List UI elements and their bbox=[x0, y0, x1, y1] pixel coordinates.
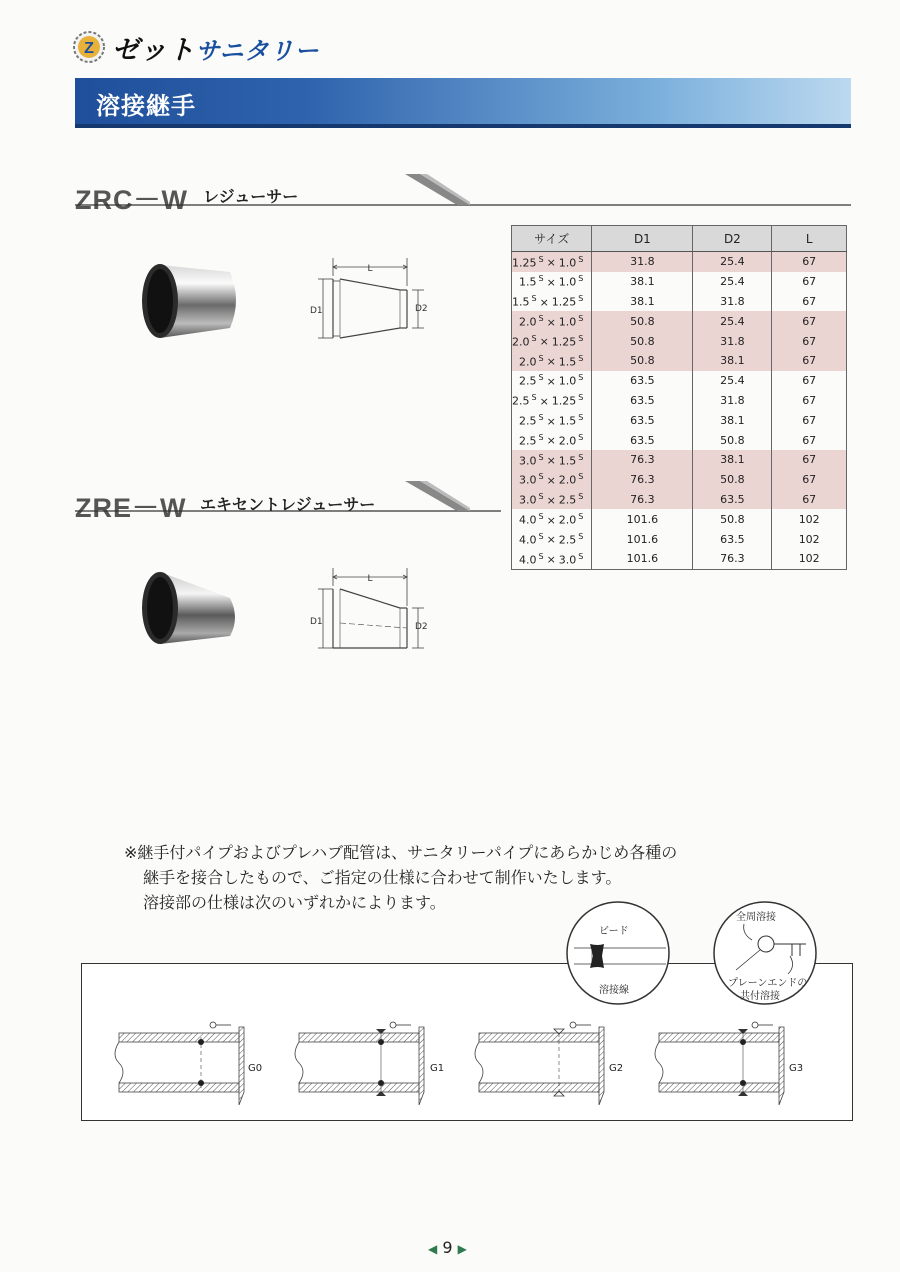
size-from-unit: S bbox=[538, 492, 544, 502]
eccentric-reducer-product-image bbox=[130, 566, 245, 651]
cell-size bbox=[512, 450, 592, 470]
table-row bbox=[512, 450, 847, 470]
size-from: 3.0 bbox=[519, 473, 537, 487]
size-from-unit: S bbox=[538, 432, 544, 442]
weld-type-g1-drawing bbox=[295, 1022, 424, 1105]
size-to-unit: S bbox=[578, 333, 584, 343]
size-to: 3.0 bbox=[558, 553, 577, 567]
size-from: 2.0 bbox=[519, 315, 537, 329]
page-number: 9 bbox=[442, 1238, 453, 1257]
size-to: 1.25 bbox=[551, 394, 577, 408]
size-to: 1.0 bbox=[558, 375, 577, 388]
size-times: × bbox=[546, 315, 556, 329]
weld-type-g1-label: G1 bbox=[430, 1063, 445, 1074]
note-line-1: ※継手付パイプおよびプレハブ配管は、サニタリーパイプにあらかじめ各種の bbox=[124, 843, 678, 862]
section-name-reducer: レジューサー bbox=[203, 187, 299, 206]
cell-d1: 76.3 bbox=[592, 450, 693, 470]
cell-d2: 31.8 bbox=[693, 331, 772, 351]
cell-l: 67 bbox=[772, 311, 847, 331]
full-weld-detail-circle bbox=[706, 900, 824, 1010]
weld-type-g0-drawing bbox=[115, 1022, 244, 1105]
size-to-unit: S bbox=[578, 551, 584, 561]
section-code-zre: ZRE－W bbox=[75, 493, 187, 523]
size-from: 2.5 bbox=[519, 375, 537, 388]
cell-l: 67 bbox=[772, 371, 847, 391]
section-underline-2 bbox=[75, 480, 505, 520]
cell-d2: 31.8 bbox=[693, 292, 772, 312]
cell-size bbox=[512, 470, 592, 490]
cell-d2: 63.5 bbox=[693, 490, 772, 510]
size-from-unit: S bbox=[531, 393, 537, 403]
cell-size bbox=[512, 351, 592, 371]
size-to: 2.5 bbox=[558, 533, 577, 547]
size-from: 4.0 bbox=[519, 553, 537, 567]
section-code-zrc: ZRC－W bbox=[75, 185, 188, 215]
cell-d2: 50.8 bbox=[693, 430, 772, 450]
size-from: 2.5 bbox=[512, 394, 530, 408]
size-to-unit: S bbox=[578, 254, 584, 264]
size-times: × bbox=[546, 434, 556, 448]
size-times: × bbox=[546, 414, 556, 428]
cell-l: 67 bbox=[772, 292, 847, 312]
size-to-unit: S bbox=[578, 353, 584, 363]
size-from: 3.0 bbox=[519, 454, 537, 468]
cell-d1: 101.6 bbox=[592, 529, 693, 549]
cell-d1: 63.5 bbox=[592, 410, 693, 430]
size-times: × bbox=[546, 553, 556, 567]
size-to-unit: S bbox=[578, 492, 584, 502]
table-row bbox=[512, 311, 847, 331]
size-to: 1.0 bbox=[558, 315, 577, 329]
plain-end-label-1: プレーンエンドの bbox=[728, 978, 808, 989]
weld-type-g2-label: G2 bbox=[609, 1063, 624, 1074]
table-row bbox=[512, 331, 847, 351]
size-times: × bbox=[539, 394, 549, 408]
cell-d2: 25.4 bbox=[693, 252, 772, 272]
size-to: 1.5 bbox=[558, 454, 577, 468]
table-row bbox=[512, 252, 847, 272]
cell-l: 102 bbox=[772, 509, 847, 529]
cell-size bbox=[512, 549, 592, 569]
size-times: × bbox=[539, 335, 549, 349]
table-row bbox=[512, 391, 847, 411]
size-to: 2.0 bbox=[558, 473, 577, 487]
cell-d1: 38.1 bbox=[592, 292, 693, 312]
cell-size bbox=[512, 490, 592, 510]
size-times: × bbox=[546, 513, 556, 527]
size-from-unit: S bbox=[538, 353, 544, 363]
company-logo-emblem bbox=[72, 30, 106, 64]
size-to: 1.25 bbox=[551, 295, 577, 309]
size-times: × bbox=[546, 375, 556, 388]
size-from-unit: S bbox=[538, 452, 544, 462]
cell-l: 67 bbox=[772, 391, 847, 411]
size-from-unit: S bbox=[538, 472, 544, 482]
dim-label-d1: D1 bbox=[310, 306, 323, 316]
size-from-unit: S bbox=[538, 511, 544, 521]
cell-d1: 63.5 bbox=[592, 430, 693, 450]
table-row bbox=[512, 470, 847, 490]
brand-prefix: ゼット bbox=[112, 35, 196, 66]
size-to-unit: S bbox=[578, 373, 584, 383]
cell-size bbox=[512, 391, 592, 411]
size-times: × bbox=[546, 256, 556, 270]
size-to-unit: S bbox=[578, 531, 584, 541]
bead-detail-circle bbox=[562, 900, 674, 1010]
size-from: 4.0 bbox=[519, 533, 537, 547]
cell-size bbox=[512, 331, 592, 351]
weld-line-label: 溶接線 bbox=[599, 985, 629, 996]
cell-d1: 76.3 bbox=[592, 470, 693, 490]
cell-l: 67 bbox=[772, 450, 847, 470]
dim-label-d2-2: D2 bbox=[415, 622, 428, 632]
cell-l: 67 bbox=[772, 470, 847, 490]
cell-d1: 31.8 bbox=[592, 252, 693, 272]
size-from-unit: S bbox=[538, 274, 544, 284]
cell-l: 67 bbox=[772, 430, 847, 450]
table-row bbox=[512, 529, 847, 549]
cell-d2: 31.8 bbox=[693, 391, 772, 411]
eccentric-reducer-dimension-drawing bbox=[300, 566, 450, 656]
cell-l: 102 bbox=[772, 529, 847, 549]
size-to-unit: S bbox=[578, 393, 584, 403]
cell-size bbox=[512, 529, 592, 549]
cell-d1: 50.8 bbox=[592, 351, 693, 371]
size-to: 1.0 bbox=[558, 276, 577, 290]
reducer-dimension-drawing bbox=[300, 256, 450, 346]
cell-d1: 50.8 bbox=[592, 311, 693, 331]
size-times: × bbox=[539, 295, 549, 309]
cell-d1: 63.5 bbox=[592, 371, 693, 391]
size-to-unit: S bbox=[578, 294, 584, 304]
size-from: 1.5 bbox=[512, 295, 530, 309]
size-to: 1.5 bbox=[558, 414, 577, 428]
cell-l: 67 bbox=[772, 490, 847, 510]
brand-suffix: サニタリー bbox=[195, 37, 320, 65]
bead-label: ビード bbox=[599, 926, 629, 937]
size-times: × bbox=[546, 454, 556, 468]
col-header-l: L bbox=[772, 226, 847, 252]
table-header-row bbox=[512, 226, 847, 252]
size-to-unit: S bbox=[578, 313, 584, 323]
weld-type-g3-label: G3 bbox=[789, 1063, 804, 1074]
size-to: 2.5 bbox=[558, 493, 577, 507]
col-header-d2: D2 bbox=[693, 226, 772, 252]
svg-text:Z: Z bbox=[84, 40, 94, 57]
plain-end-label-2: 共付溶接 bbox=[740, 991, 780, 1002]
size-to: 1.25 bbox=[551, 335, 577, 349]
category-title: 溶接継手 bbox=[96, 92, 196, 120]
weld-type-g0-label: G0 bbox=[248, 1063, 263, 1074]
brand-logo-text bbox=[112, 28, 320, 67]
size-from-unit: S bbox=[538, 551, 544, 561]
cell-d1: 63.5 bbox=[592, 391, 693, 411]
table-row bbox=[512, 549, 847, 569]
cell-d2: 76.3 bbox=[693, 549, 772, 569]
cell-d1: 76.3 bbox=[592, 490, 693, 510]
size-to-unit: S bbox=[578, 511, 584, 521]
weld-type-g2-drawing bbox=[475, 1022, 604, 1105]
cell-d2: 25.4 bbox=[693, 371, 772, 391]
size-to: 2.0 bbox=[558, 434, 577, 448]
cell-l: 67 bbox=[772, 331, 847, 351]
table-row bbox=[512, 410, 847, 430]
cell-l: 67 bbox=[772, 272, 847, 292]
cell-d2: 25.4 bbox=[693, 272, 772, 292]
table-row bbox=[512, 430, 847, 450]
size-times: × bbox=[546, 473, 556, 487]
cell-d2: 38.1 bbox=[693, 351, 772, 371]
page-number-nav bbox=[428, 1238, 467, 1257]
cell-d1: 101.6 bbox=[592, 549, 693, 569]
size-to: 2.0 bbox=[558, 513, 577, 527]
size-times: × bbox=[546, 533, 556, 547]
cell-l: 67 bbox=[772, 351, 847, 371]
cell-d2: 25.4 bbox=[693, 311, 772, 331]
size-times: × bbox=[546, 276, 556, 290]
size-from: 2.5 bbox=[519, 414, 537, 428]
cell-size bbox=[512, 292, 592, 312]
cell-d1: 101.6 bbox=[592, 509, 693, 529]
cell-l: 102 bbox=[772, 549, 847, 569]
size-from: 2.0 bbox=[519, 355, 537, 369]
size-from: 1.5 bbox=[519, 276, 537, 290]
cell-d2: 50.8 bbox=[693, 470, 772, 490]
table-row bbox=[512, 371, 847, 391]
cell-size bbox=[512, 252, 592, 272]
weld-type-g3-drawing bbox=[655, 1022, 784, 1105]
size-from: 2.5 bbox=[519, 434, 537, 448]
size-to-unit: S bbox=[578, 274, 584, 284]
table-body bbox=[512, 252, 847, 570]
size-from-unit: S bbox=[538, 254, 544, 264]
size-from-unit: S bbox=[531, 294, 537, 304]
dim-label-l: L bbox=[367, 264, 373, 274]
note-line-3: 溶接部の仕様は次のいずれかによります。 bbox=[143, 893, 446, 912]
note-line-2: 継手を接合したもので、ご指定の仕様に合わせて制作いたします。 bbox=[143, 868, 622, 887]
cell-d2: 38.1 bbox=[693, 450, 772, 470]
size-to: 1.0 bbox=[558, 256, 577, 270]
dim-label-l-2: L bbox=[367, 574, 373, 584]
cell-d2: 50.8 bbox=[693, 509, 772, 529]
section-underline-1 bbox=[75, 172, 851, 212]
dim-label-d2: D2 bbox=[415, 304, 428, 314]
table-row bbox=[512, 490, 847, 510]
size-from-unit: S bbox=[538, 313, 544, 323]
size-from-unit: S bbox=[538, 412, 544, 422]
cell-d1: 38.1 bbox=[592, 272, 693, 292]
cell-size bbox=[512, 430, 592, 450]
size-from: 2.0 bbox=[512, 335, 530, 349]
col-header-size: サイズ bbox=[512, 226, 592, 252]
table-row bbox=[512, 272, 847, 292]
cell-d2: 63.5 bbox=[693, 529, 772, 549]
table-row bbox=[512, 351, 847, 371]
size-times: × bbox=[546, 355, 556, 369]
size-to-unit: S bbox=[578, 432, 584, 442]
cell-l: 67 bbox=[772, 252, 847, 272]
col-header-d1: D1 bbox=[592, 226, 693, 252]
size-from: 4.0 bbox=[519, 513, 537, 527]
prev-page-icon[interactable]: ◀ bbox=[428, 1242, 438, 1256]
size-to-unit: S bbox=[578, 472, 584, 482]
cell-size bbox=[512, 272, 592, 292]
next-page-icon[interactable]: ▶ bbox=[457, 1242, 467, 1256]
reducer-product-image bbox=[130, 258, 245, 343]
cell-size bbox=[512, 410, 592, 430]
cell-d1: 50.8 bbox=[592, 331, 693, 351]
dim-label-d1-2: D1 bbox=[310, 617, 323, 627]
size-to-unit: S bbox=[578, 452, 584, 462]
size-spec-table bbox=[511, 225, 847, 570]
size-from-unit: S bbox=[538, 373, 544, 383]
cell-d2: 38.1 bbox=[693, 410, 772, 430]
size-times: × bbox=[546, 493, 556, 507]
cell-size bbox=[512, 371, 592, 391]
cell-size bbox=[512, 311, 592, 331]
table-row bbox=[512, 292, 847, 312]
size-from-unit: S bbox=[538, 531, 544, 541]
full-weld-label: 全周溶接 bbox=[736, 912, 776, 923]
section-name-eccentric-reducer: エキセントレジューサー bbox=[200, 495, 376, 514]
size-to-unit: S bbox=[578, 412, 584, 422]
size-from-unit: S bbox=[531, 333, 537, 343]
size-to: 1.5 bbox=[558, 355, 577, 369]
table-row bbox=[512, 509, 847, 529]
size-from: 3.0 bbox=[519, 493, 537, 507]
cell-l: 67 bbox=[772, 410, 847, 430]
size-from: 1.25 bbox=[512, 256, 537, 270]
cell-size bbox=[512, 509, 592, 529]
